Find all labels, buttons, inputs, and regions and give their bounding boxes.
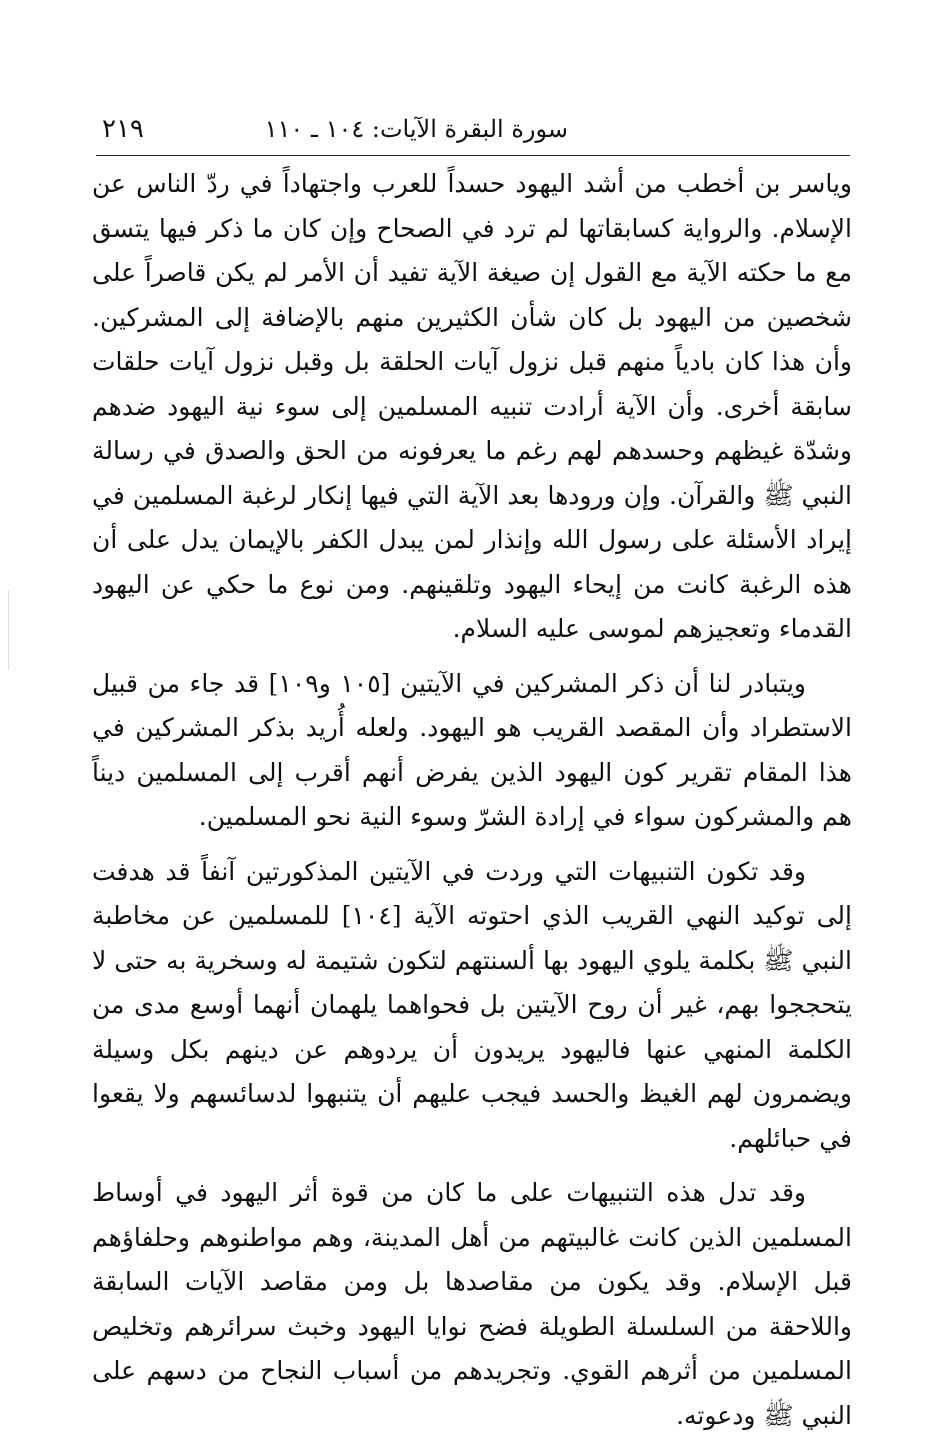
paragraph-4: وقد تدل هذه التنبيهات على ما كان من قوة أثر اليهود في أوساط المسلمين الذين كانت غالبيتهم من أهل المدينة، وهم مواطنوهم وحلفاؤهم قبل الإسلام. وقد يكون من مقاصدها بل ومن مقاصد الآيات السابقة واللاحقة من السلسلة الطويلة فضح نوايا اليهود وخبث سرائرهم وتخليص المسلمين من أثرهم القوي. وتجريدهم من أسباب النجاح من دسهم على النبي ﷺ ودعوته.	[92, 1178, 853, 1430]
paragraph-2: ويتبادر لنا أن ذكر المشركين في الآيتين [١٠٥ و١٠٩] قد جاء من قبيل الاستطراد وأن المقصد القريب هو اليهود. ولعله أُريد بذكر المشركين في هذا المقام تقرير كون اليهود الذين يفرض أنهم أقرب إلى المسلمين ديناً هم والمشركون سواء في إرادة الشرّ وسوء النية نحو المسلمين.	[92, 668, 852, 831]
scan-margin-mark	[8, 590, 9, 670]
running-head	[96, 112, 850, 152]
header-divider	[96, 155, 850, 156]
page-number: ٢١٩	[102, 114, 144, 144]
paragraph-3: وقد تكون التنبيهات التي وردت في الآيتين المذكورتين آنفاً قد هدفت إلى توكيد النهي القريب الذي احتوته الآية [١٠٤] للمسلمين عن مخاطبة النبي ﷺ بكلمة يلوي اليهود بها ألسنتهم لتكون شتيمة له وسخرية به حتى لا يتحججوا بهم، غير أن روح الآيتين بل فحواهما يلهمان أنهما أوسع مدى من الكلمة المنهي عنها فاليهود يريدون أن يردوهم عن دينهم بكل وسيلة ويضمرون لهم الغيظ والحسد فيجب عليهم أن يتنبهوا لدسائسهم ولا يقعوا في حبائلهم.	[92, 856, 852, 1153]
running-title: سورة البقرة الآيات: ١٠٤ ـ ١١٠	[264, 115, 568, 143]
paragraph-1: وياسر بن أخطب من أشد اليهود حسداً للعرب واجتهاداً في ردّ الناس عن الإسلام. والرواية كسابقاتها لم ترد في الصحاح وإن كان ما ذكر فيها يتسق مع ما حكته الآية مع القول إن صيغة الآية تفيد أن الأمر لم يكن قاصراً على شخصين من اليهود بل كان شأن الكثيرين منهم بالإضافة إلى المشركين. وأن هذا كان بادياً منهم قبل نزول آيات الحلقة بل وقبل نزول آيات حلقات سابقة أخرى. وأن الآية أرادت تنبيه المسلمين إلى سوء نية اليهود ضدهم وشدّة غيظهم وحسدهم لهم رغم ما يعرفونه من الحق والصدق في رسالة النبي ﷺ والقرآن. وإن ورودها بعد الآية التي فيها إنكار لرغبة المسلمين في إيراد الأسئلة على رسول الله وإنذار لمن يبدل الكفر بالإيمان يدل على أن هذه الرغبة كانت من إيحاء اليهود وتلقينهم. ومن نوع ما حكي عن اليهود القدماء وتعجيزهم لموسى عليه السلام.	[92, 169, 852, 643]
body-text	[92, 162, 852, 1438]
